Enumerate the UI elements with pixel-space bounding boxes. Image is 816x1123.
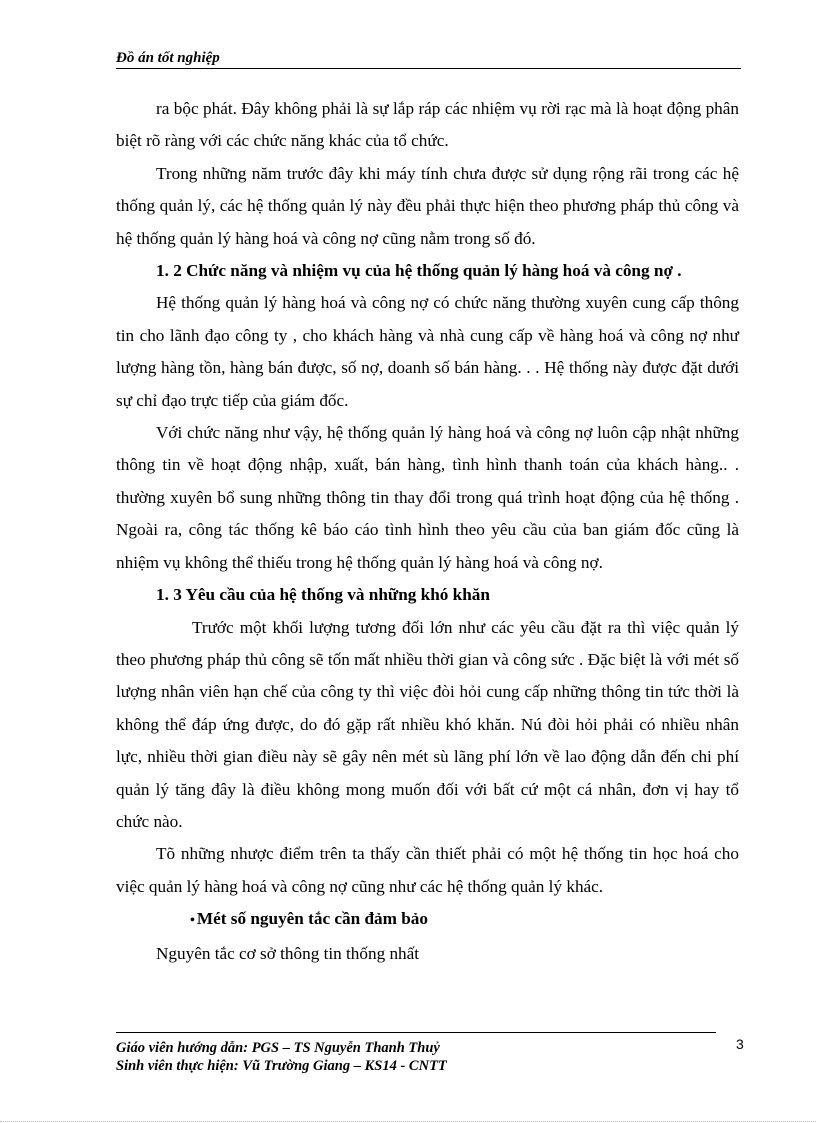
footer-advisor: Giáo viên hướng dẫn: PGS – TS Nguyễn Thanh Thuỷ [116,1040,440,1056]
paragraph-1: ra bộc phát. Đây không phải là sự lắp ráp các nhiệm vụ rời rạc mà là hoạt động phân biệt rõ ràng với các chức năng khác của tổ chức. [116,99,739,151]
footer-student: Sinh viên thực hiện: Vũ Trường Giang – KS14 - CNTT [116,1058,447,1074]
page-number: 3 [736,1036,744,1052]
header-divider [116,68,741,69]
paragraph-5: Trước một khối lượng tương đối lớn như các yêu cầu đặt ra thì việc quản lý theo phương pháp thủ công sẽ tốn mất nhiều thời gian và công sức . Đặc biệt là với mét số lượng nhân viên hạn chế của công ty thì việc đòi hỏi cung cấp những thông tin tức thời là không thể đáp ứng được, do đó gặp rất nhiều khó khăn. Nú đòi hỏi phải có nhiều nhân lực, nhiều thời gian điều này sẽ gây nên mét sù lãng phí lớn về lao động dẫn đến chi phí quản lý tăng đây là điều không mong muốn đối với bất cứ một cá nhân, đơn vị hay tổ chức nào. [116,617,739,831]
paragraph-6: Tõ những nhược điểm trên ta thấy cần thiết phải có một hệ thống tin học hoá cho việc quản lý hàng hoá và công nợ cũng như các hệ thống quản lý khác. [116,844,739,896]
paragraph-4: Với chức năng như vậy, hệ thống quản lý hàng hoá và công nợ luôn cập nhật những thông tin về hoạt động nhập, xuất, bán hàng, tình hình thanh toán của khách hàng.. . thường xuyên bổ sung những thông tin thay đổi trong quá trình hoạt động của hệ thống . Ngoài ra, công tác thống kê báo cáo tình hình theo yêu cầu của ban giám đốc cũng là nhiệm vụ không thể thiếu trong hệ thống quản lý hàng hoá và công nợ. [116,423,739,572]
bullet-heading-text: Mét số nguyên tắc cần đảm bảo [196,909,428,929]
paragraph-3: Hệ thống quản lý hàng hoá và công nợ có chức năng thường xuyên cung cấp thông tin cho lãnh đạo công ty , cho khách hàng và nhà cung cấp về hàng hoá và công nợ như lượng hàng tồn, hàng bán được, số nợ, doanh số bán hàng. . . Hệ thống này được đặt dưới sự chỉ đạo trực tiếp của giám đốc. [116,293,739,410]
paragraph-2: Trong những năm trước đây khi máy tính chưa được sử dụng rộng rãi trong các hệ thống quản lý, các hệ thống quản lý này đều phải thực hiện theo phương pháp thủ công và hệ thống quản lý hàng hoá và công nợ cũng nằm trong số đó. [116,163,739,248]
header-title: Đồ án tốt nghiệp [116,50,220,66]
page-body [116,93,739,970]
footer-divider [116,1032,716,1033]
bullet-heading [116,903,739,937]
page-bottom-edge [0,1121,816,1122]
bullet-icon: • [190,913,195,929]
section-heading-1-2: 1. 2 Chức năng và nhiệm vụ của hệ thống quản lý hàng hoá và công nợ . [156,261,682,281]
section-heading-1-3: 1. 3 Yêu cầu của hệ thống và những khó khăn [156,585,490,605]
paragraph-7: Nguyên tắc cơ sở thông tin thống nhất [156,943,420,963]
